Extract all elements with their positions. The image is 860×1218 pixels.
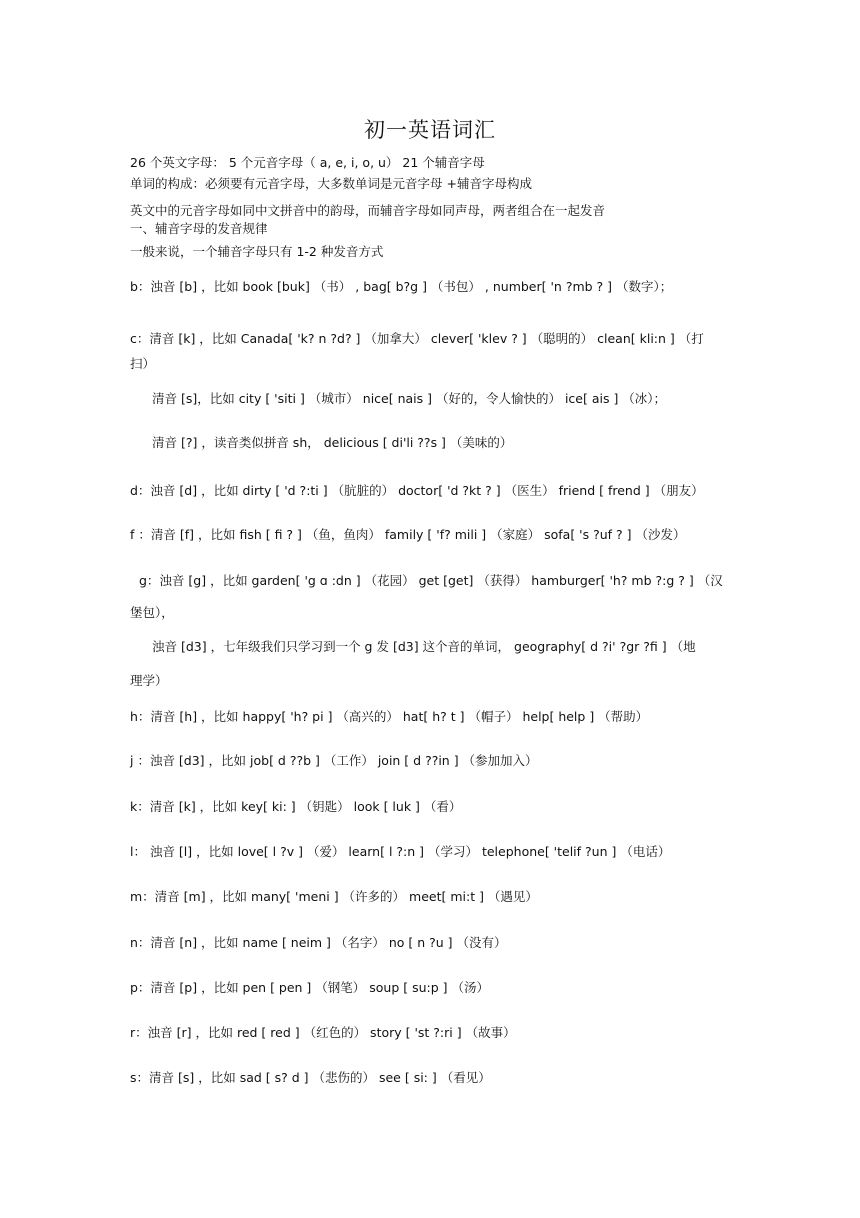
intro-general-rule: 一般来说，一个辅音字母只有 1-2 种发音方式 — [130, 244, 384, 259]
intro-word-structure: 单词的构成：必须要有元音字母，大多数单词是元音字母 +辅音字母构成 — [130, 176, 532, 191]
rule-c-k-cont: 扫） — [130, 356, 156, 371]
page-title: 初一英语词汇 — [364, 118, 496, 142]
rule-p: p：清音 [p] ，比如 pen [ pen ] （钢笔） soup [ su:p ] （汤） — [130, 980, 490, 995]
rule-k: k：清音 [k] ，比如 key[ ki: ] （钥匙） look [ luk ] （看） — [130, 799, 462, 814]
rule-g-soft-cont: 理学） — [130, 673, 168, 688]
rule-l: l： 浊音 [l] ，比如 love[ l ?v ] （爱） learn[ l ?:n ] （学习） telephone[ 'telif ?un ] （电话） — [130, 844, 671, 859]
rule-c-sh: 清音 [?] ，读音类似拼音 sh， delicious [ di'li ??s ] （美味的） — [152, 435, 513, 450]
rule-g-hard-cont: 堡包）， — [130, 605, 174, 620]
rule-s: s：清音 [s] ，比如 sad [ s? d ] （悲伤的） see [ si: ] （看见） — [130, 1070, 491, 1085]
intro-alphabet: 26 个英文字母： 5 个元音字母（ a, e, i, o, u） 21 个辅音字母 — [130, 155, 485, 170]
rule-m: m：清音 [m] ，比如 many[ 'meni ] （许多的） meet[ mi:t ] （遇见） — [130, 889, 538, 904]
rule-b: b：浊音 [b] ，比如 book [buk] （书） , bag[ b?g ] （书包） , number[ 'n ?mb ? ] （数字）； — [130, 279, 673, 294]
rule-r: r：浊音 [r] ，比如 red [ red ] （红色的） story [ 'st ?:ri ] （故事） — [130, 1025, 516, 1040]
rule-g-hard: g：浊音 [g] ，比如 garden[ 'g ɑ :dn ] （花园） get [get] （获得） hamburger[ 'h? mb ?:g ? ] （汉 — [139, 573, 723, 588]
rule-f: f ：清音 [f] ，比如 fish [ fi ? ] （鱼，鱼肉） family [ 'f? mili ] （家庭） sofa[ 's ?uf ? ] （沙发） — [130, 527, 686, 542]
rule-n: n：清音 [n] ，比如 name [ neim ] （名字） no [ n ?u ] （没有） — [130, 935, 507, 950]
intro-vowel-analogy: 英文中的元音字母如同中文拼音中的韵母，而辅音字母如同声母，两者组合在一起发音 — [130, 203, 606, 218]
rule-c-s: 清音 [s]，比如 city [ 'siti ] （城市） nice[ nais ] （好的，令人愉快的） ice[ ais ] （冰）； — [152, 391, 667, 406]
rule-h: h：清音 [h] ，比如 happy[ 'h? pi ] （高兴的） hat[ h? t ] （帽子） help[ help ] （帮助） — [130, 709, 649, 724]
rule-d: d：浊音 [d] ，比如 dirty [ 'd ?:ti ] （肮脏的） doctor[ 'd ?kt ? ] （医生） friend [ frend ] （朋友） — [130, 483, 704, 498]
rule-j: j ：浊音 [d3] ，比如 job[ d ??b ] （工作） join [ d ??in ] （参加加入） — [130, 753, 538, 768]
rule-g-soft: 浊音 [d3] ，七年级我们只学习到一个 g 发 [d3] 这个音的单词， geography[ d ?i' ?gr ?fi ] （地 — [152, 639, 696, 654]
section-heading: 一、辅音字母的发音规律 — [130, 221, 268, 236]
rule-c-k: c：清音 [k] ，比如 Canada[ 'k? n ?d? ] （加拿大） clever[ 'klev ? ] （聪明的） clean[ kli:n ] （打 — [130, 331, 704, 346]
